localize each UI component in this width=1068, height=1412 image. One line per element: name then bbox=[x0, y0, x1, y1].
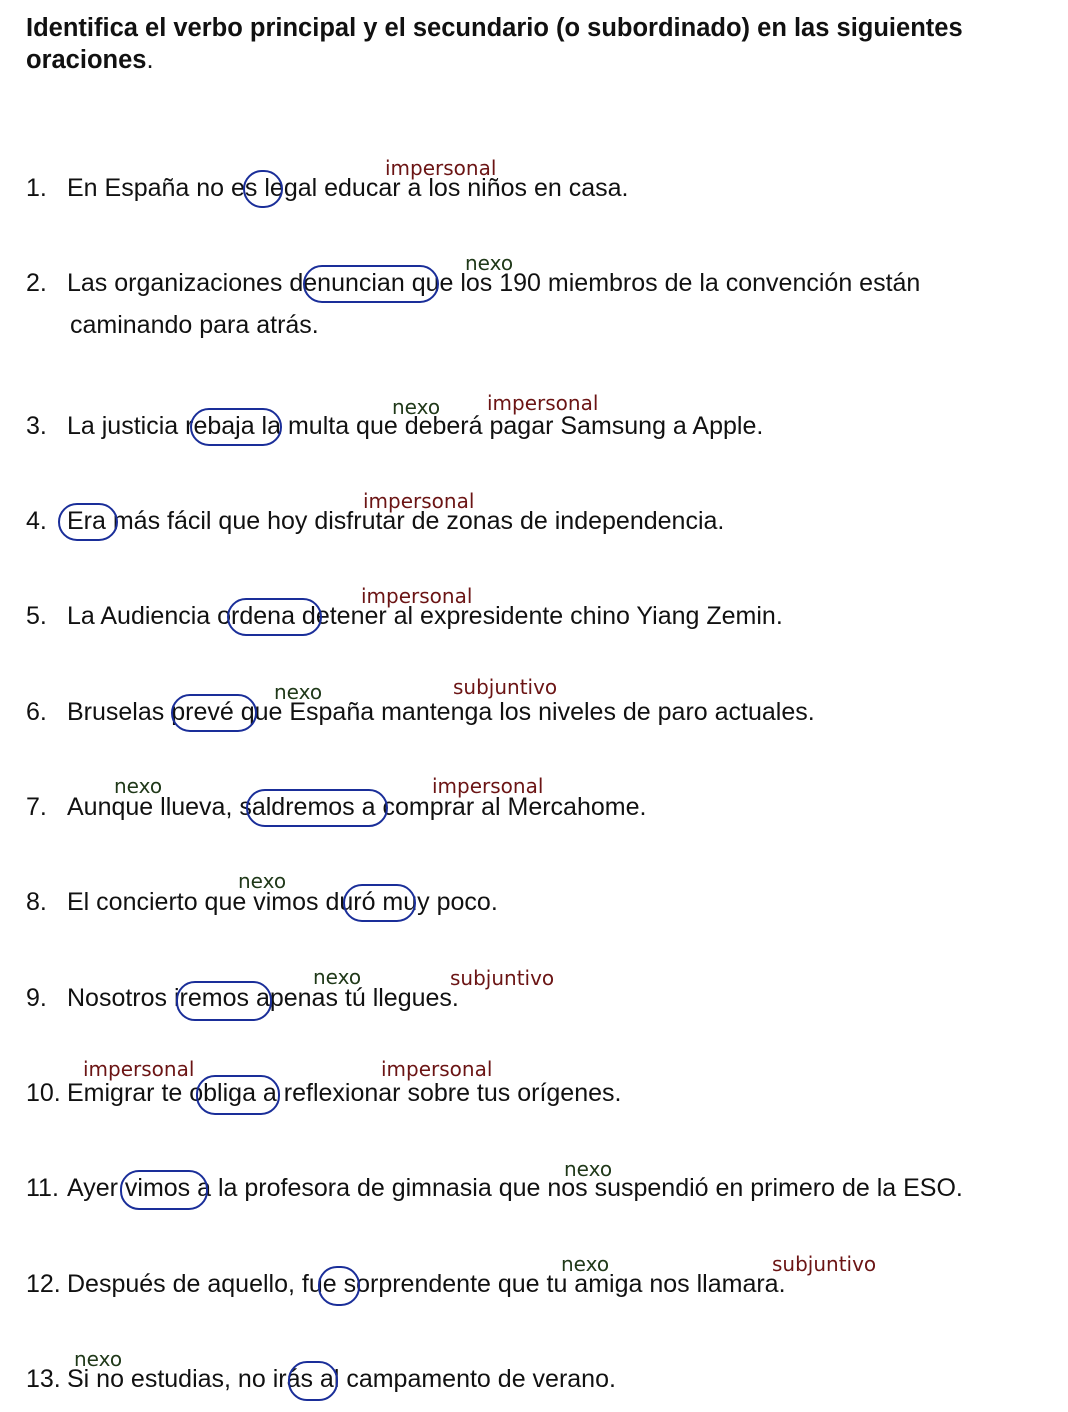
main-verb-circle bbox=[176, 981, 272, 1021]
annotation-impersonal: impersonal bbox=[83, 1057, 195, 1081]
heading-period: . bbox=[146, 46, 154, 74]
main-verb-circle bbox=[288, 1361, 338, 1401]
annotation-impersonal: impersonal bbox=[487, 391, 599, 415]
sentence-number: 2. bbox=[26, 269, 47, 297]
annotation-nexo: nexo bbox=[74, 1347, 123, 1371]
main-verb-circle bbox=[190, 408, 282, 446]
sentence-text: Aunque llueva, saldremos a comprar al Mercahome. bbox=[67, 793, 647, 821]
sentence-number: 4. bbox=[26, 507, 47, 535]
sentence-number: 7. bbox=[26, 793, 47, 821]
main-verb-circle bbox=[343, 884, 416, 922]
annotation-nexo: nexo bbox=[238, 869, 287, 893]
annotation-nexo: nexo bbox=[465, 251, 514, 275]
annotation-subjuntivo: subjuntivo bbox=[450, 966, 555, 990]
main-verb-circle bbox=[196, 1075, 280, 1115]
sentence-number: 5. bbox=[26, 602, 47, 630]
sentence-text: La justicia rebaja la multa que deberá pagar Samsung a Apple. bbox=[67, 412, 764, 440]
sentence-text: Si no estudias, no irás al campamento de verano. bbox=[67, 1365, 616, 1393]
main-verb-circle bbox=[243, 170, 283, 208]
main-verb-circle bbox=[171, 694, 257, 732]
sentence-text: La Audiencia ordena detener al expresidente chino Yiang Zemin. bbox=[67, 602, 783, 630]
sentence-text: Bruselas prevé que España mantenga los niveles de paro actuales. bbox=[67, 698, 815, 726]
sentence-2-continuation bbox=[70, 310, 319, 340]
sentence-text: En España no es legal educar a los niños en casa. bbox=[67, 174, 629, 202]
sentence-text: caminando para atrás. bbox=[70, 311, 319, 339]
annotation-nexo: nexo bbox=[313, 965, 362, 989]
sentence-number: 3. bbox=[26, 412, 47, 440]
sentence-number: 8. bbox=[26, 888, 47, 916]
sentence-text: Era más fácil que hoy disfrutar de zonas de independencia. bbox=[67, 507, 725, 535]
annotation-impersonal: impersonal bbox=[361, 584, 473, 608]
annotation-nexo: nexo bbox=[564, 1157, 613, 1181]
sentence-1 bbox=[26, 173, 629, 203]
sentence-text: Las organizaciones denuncian que los 190 miembros de la convención están bbox=[67, 269, 921, 297]
sentence-text: Después de aquello, fue sorprendente que tu amiga nos llamara. bbox=[67, 1270, 786, 1298]
sentence-number: 9. bbox=[26, 984, 47, 1012]
sentence-text: Emigrar te obliga a reflexionar sobre tus orígenes. bbox=[67, 1079, 622, 1107]
page-heading bbox=[26, 12, 1046, 76]
sentence-text: Nosotros iremos apenas tú llegues. bbox=[67, 984, 459, 1012]
annotation-impersonal: impersonal bbox=[432, 774, 544, 798]
annotation-impersonal: impersonal bbox=[385, 156, 497, 180]
sentence-12 bbox=[26, 1269, 786, 1299]
annotation-nexo: nexo bbox=[274, 680, 323, 704]
sentence-6 bbox=[26, 697, 815, 727]
main-verb-circle bbox=[303, 265, 439, 303]
annotation-nexo: nexo bbox=[114, 774, 163, 798]
annotation-impersonal: impersonal bbox=[381, 1057, 493, 1081]
heading-text: Identifica el verbo principal y el secundario (o subordinado) en las siguientes oraciones bbox=[26, 14, 963, 74]
sentence-text: Ayer vimos a la profesora de gimnasia que nos suspendió en primero de la ESO. bbox=[67, 1174, 963, 1202]
main-verb-circle bbox=[120, 1170, 208, 1210]
sentence-number: 12. bbox=[26, 1270, 61, 1298]
annotation-nexo: nexo bbox=[392, 395, 441, 419]
sentence-number: 13. bbox=[26, 1365, 61, 1393]
sentence-number: 1. bbox=[26, 174, 47, 202]
sentence-number: 10. bbox=[26, 1079, 61, 1107]
sentence-number: 11. bbox=[26, 1174, 59, 1202]
main-verb-circle bbox=[246, 789, 388, 827]
annotation-nexo: nexo bbox=[561, 1252, 610, 1276]
main-verb-circle bbox=[227, 598, 322, 636]
sentence-number: 6. bbox=[26, 698, 47, 726]
main-verb-circle bbox=[318, 1266, 360, 1306]
annotation-subjuntivo: subjuntivo bbox=[453, 675, 558, 699]
annotation-subjuntivo: subjuntivo bbox=[772, 1252, 877, 1276]
main-verb-circle bbox=[58, 503, 118, 541]
annotation-impersonal: impersonal bbox=[363, 489, 475, 513]
sentence-text: El concierto que vimos duró muy poco. bbox=[67, 888, 498, 916]
sentence-10 bbox=[26, 1078, 621, 1108]
